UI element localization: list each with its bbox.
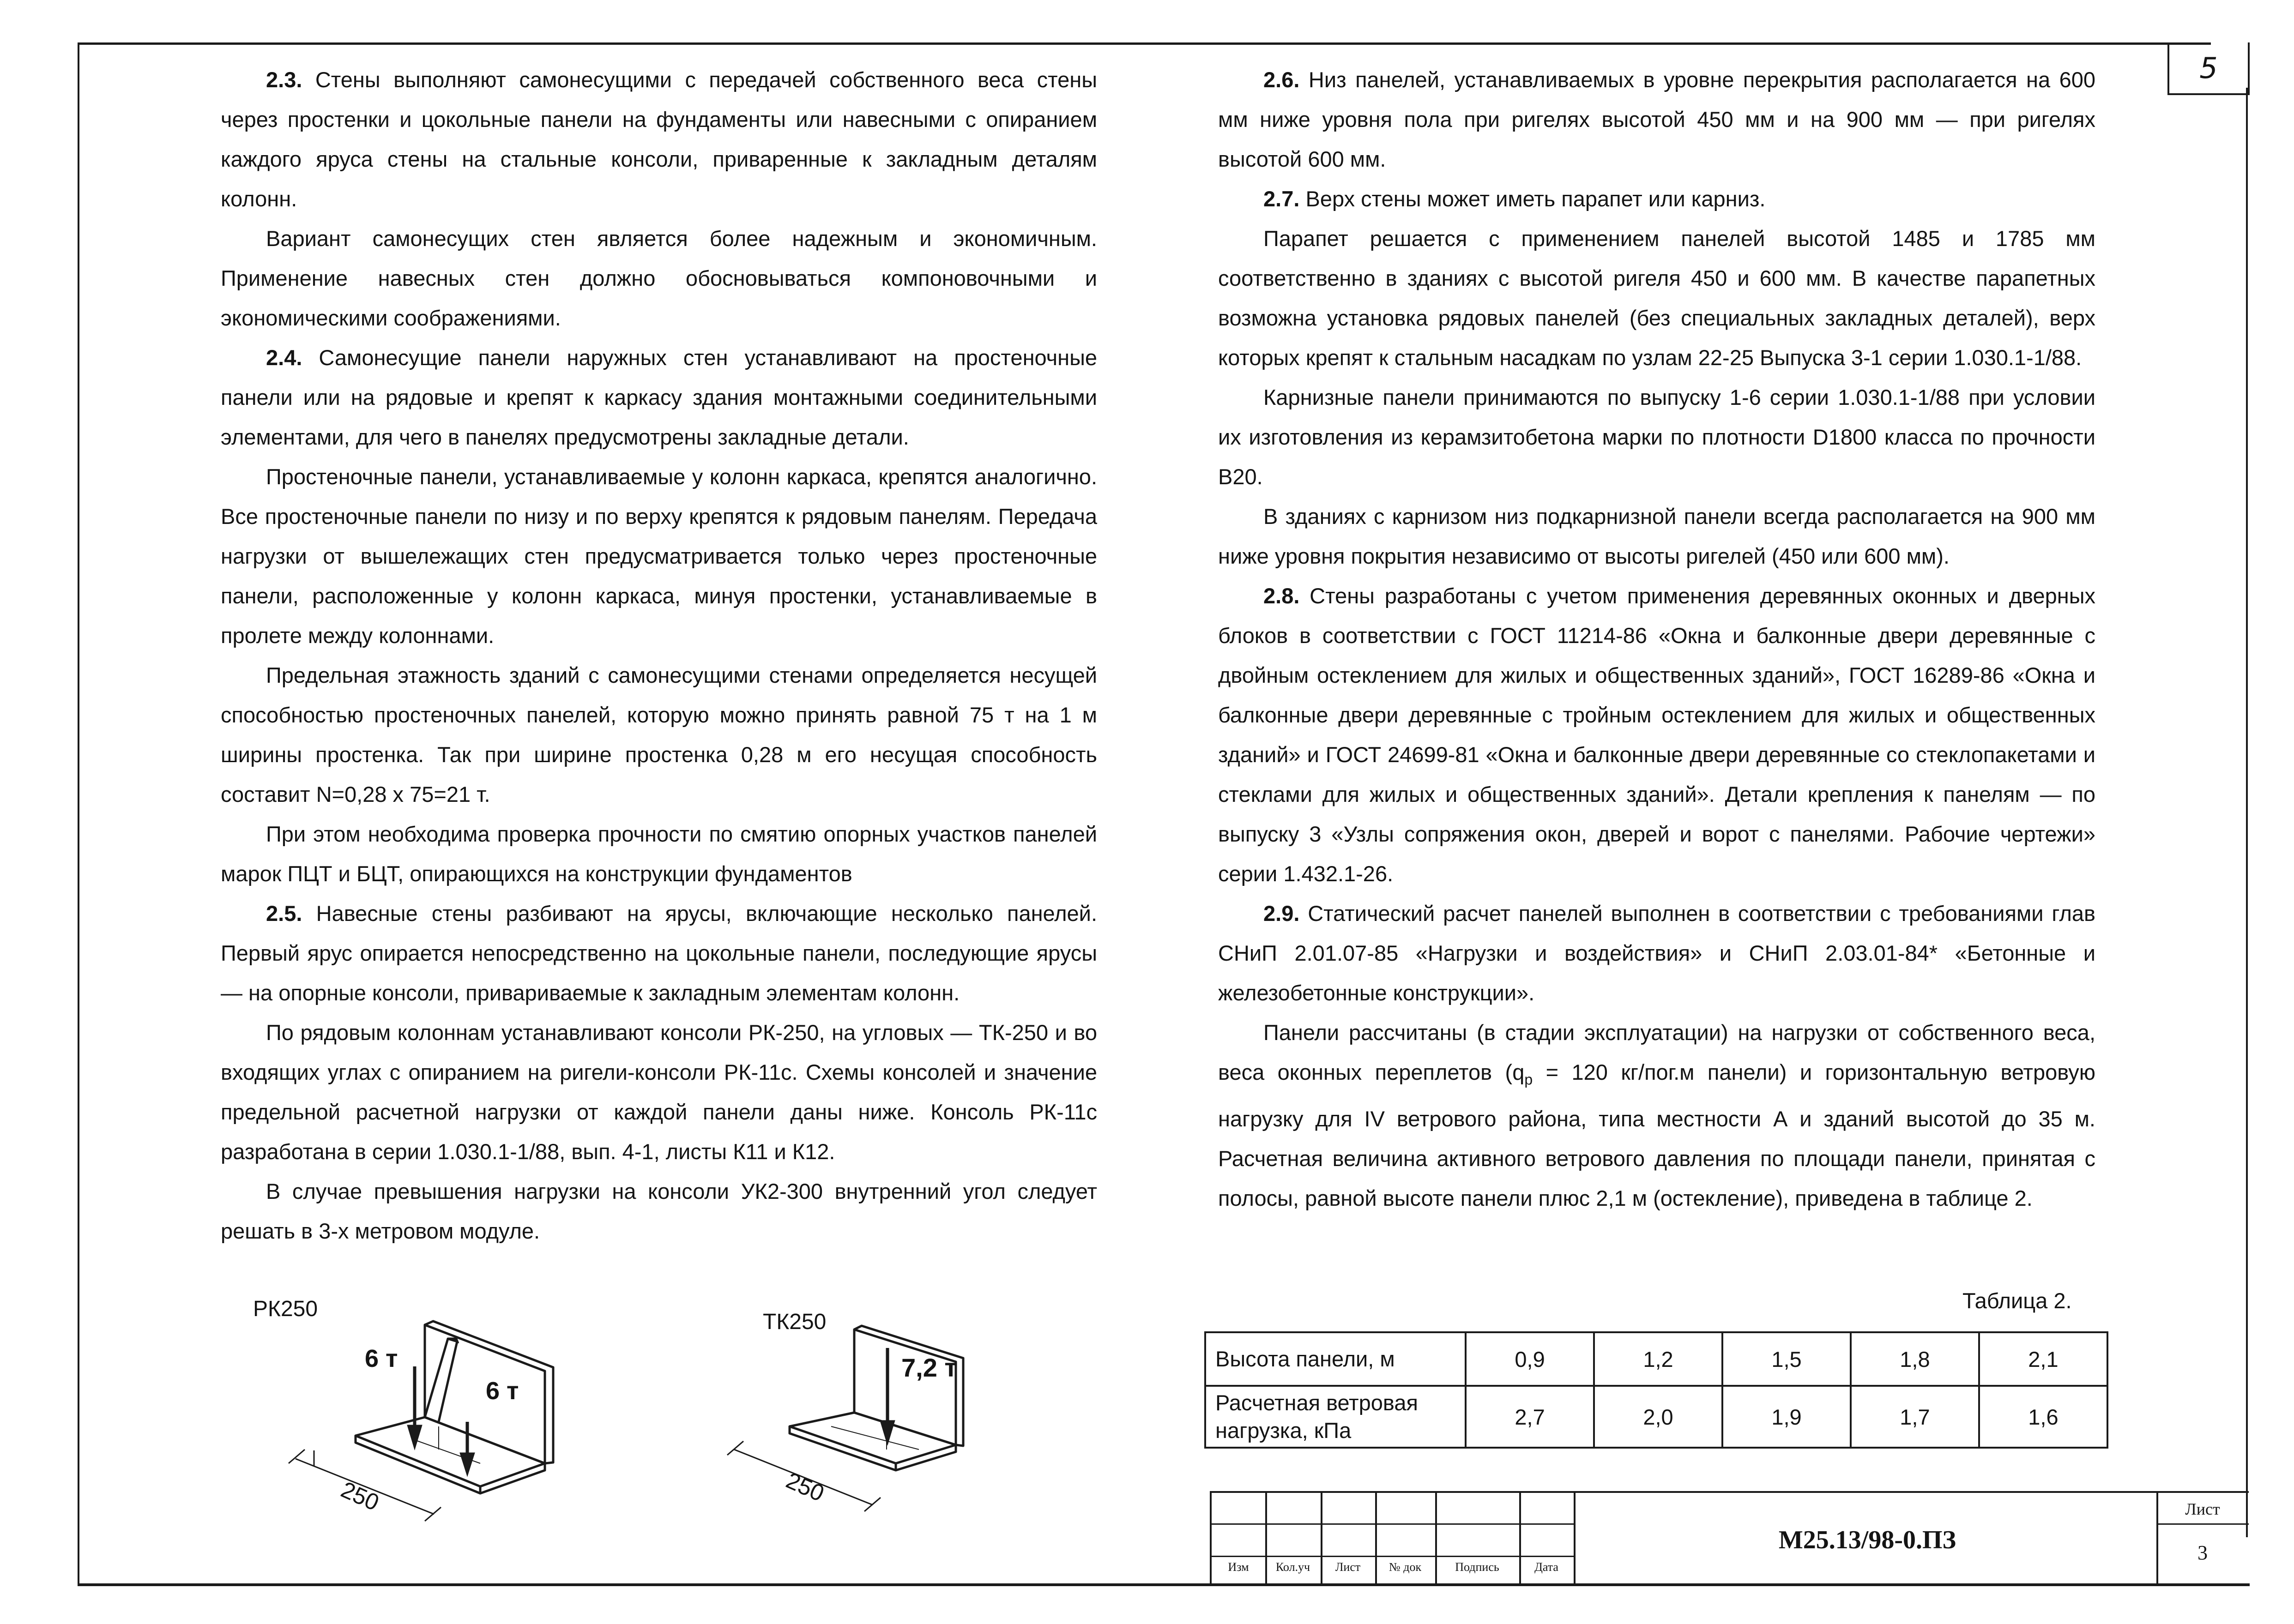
grid-line — [1212, 1556, 1574, 1557]
frame-right-line — [2246, 88, 2248, 1537]
table-cell: 1,7 — [1851, 1386, 1979, 1448]
table-cell: 2,1 — [1979, 1332, 2107, 1386]
table-row — [1205, 1386, 2107, 1448]
grid-line — [1212, 1523, 1574, 1525]
paragraph: В зданиях с карнизом низ подкарнизной панели всегда располагается на 900 мм ниже уровня покрытия независимо от высоты ригелей (450 или 600 мм). — [1218, 504, 2095, 568]
sheet-number: 3 — [2197, 1541, 2208, 1564]
tb-col-kolvo: Кол.уч — [1275, 1560, 1310, 1574]
tb-col-date: Дата — [1534, 1560, 1558, 1574]
table-row-header: Высота панели, м — [1205, 1332, 1466, 1386]
paragraph: При этом необходима проверка прочности по смятию опорных участков панелей марок ПЦТ и БЦТ, опирающихся на конструкции фундаментов — [221, 822, 1097, 886]
tk250-title: ТК250 — [763, 1310, 827, 1334]
table-cell: 2,0 — [1594, 1386, 1722, 1448]
frame-top-line — [78, 42, 2211, 45]
table-cell: 1,2 — [1594, 1332, 1722, 1386]
table-row-header: Расчетная ветровая нагрузка, кПа — [1205, 1386, 1466, 1448]
tk250-console-drawing — [720, 1311, 1016, 1523]
paragraph: По рядовым колоннам устанавливают консоли РК-250, на угловых — ТК-250 и во входящих углах с опиранием на ригели-консоли РК-11с. Схемы консолей и значение предельной расчетной нагрузки от каждой панели даны ниже. Консоль РК-11с разработана в серии 1.030.1-1/88, вып. 4-1, листы К11 и К12. — [221, 1020, 1097, 1164]
rk250-title: РК250 — [253, 1297, 318, 1321]
paragraph: 2.8. Стены разработаны с учетом применения деревянных оконных и дверных блоков в соответствии с ГОСТ 11214-86 «Окна и балконные двери деревянные с двойным остеклением для жилых и общественных зданий», ГОСТ 16289-86 «Окна и балконные двери деревянные с тройным остеклением для жилых и общественных зданий» и ГОСТ 24699-81 «Окна и балконные двери деревянные со стеклопакетами и стеклами для жилых и общественных зданий». Детали крепления к панелям — по выпуску 3 «Узлы сопряжения окон, дверей и ворот с панелями. Рабочие чертежи» серии 1.432.1-26. — [1218, 583, 2095, 886]
table-cell: 0,9 — [1466, 1332, 1594, 1386]
grid-line — [2156, 1523, 2249, 1525]
table-cell: 1,5 — [1722, 1332, 1851, 1386]
table-cell: 2,7 — [1466, 1386, 1594, 1448]
grid-line — [1574, 1493, 1576, 1585]
wind-load-table — [1204, 1331, 2108, 1449]
paragraph: 2.4. Самонесущие панели наружных стен устанавливают на простеночные панели или на рядовые и крепят к каркасу здания монтажными соединительными элементами, для чего в панелях предусмотрены закладные детали. — [221, 345, 1097, 449]
table-row — [1205, 1332, 2107, 1386]
paragraph: Простеночные панели, устанавливаемые у колонн каркаса, крепятся аналогично. Все простеночные панели по низу и по верху крепятся к рядовым панелям. Передача нагрузки от вышележащих стен предусматривается только через простеночные панели, расположенные у колонн каркаса, минуя простенки, устанавливаемые в пролете между колоннами. — [221, 464, 1097, 648]
table-caption: Таблица 2. — [1962, 1288, 2072, 1313]
paragraph: 2.3. Стены выполняют самонесущими с передачей собственного веса стены через простенки и цокольные панели на фундаменты или навесными с опиранием каждого яруса стены на стальные консоли, приваренные к закладным деталям колонн. — [221, 67, 1097, 211]
paragraph: Карнизные панели принимаются по выпуску 1-6 серии 1.030.1-1/88 при условии их изготовления из керамзитобетона марки по плотности D1800 класса по прочности В20. — [1218, 385, 2095, 489]
tk250-dimension: 250 — [782, 1467, 828, 1507]
table-cell: 1,6 — [1979, 1386, 2107, 1448]
page-corner-number: 5 — [2167, 42, 2250, 95]
title-block — [1210, 1491, 2249, 1585]
paragraph: 2.5. Навесные стены разбивают на ярусы, включающие несколько панелей. Первый ярус опирается непосредственно на цокольные панели, последующие ярусы — на опорные консоли, привариваемые к закладным элементам колонн. — [221, 901, 1097, 1005]
paragraph: 2.7. Верх стены может иметь парапет или карниз. — [1263, 186, 1766, 211]
paragraph: В случае превышения нагрузки на консоли УК2-300 внутренний угол следует решать в 3-х метровом модуле. — [221, 1179, 1097, 1243]
rk250-load-a: 6 т — [365, 1345, 398, 1372]
left-text-column — [221, 60, 1097, 1251]
paragraph: Вариант самонесущих стен является более надежным и экономичным. Применение навесных стен должно обосновываться компоновочными и экономическими соображениями. — [221, 226, 1097, 330]
paragraph: 2.6. Низ панелей, устанавливаемых в уровне перекрытия располагается на 600 мм ниже уровня пола при ригелях высотой 450 мм и на 900 мм — при ригелях высотой 600 мм. — [1218, 67, 2095, 171]
sheet-label: Лист — [2185, 1500, 2220, 1518]
rk250-dimension: 250 — [337, 1476, 383, 1516]
table-cell: 1,8 — [1851, 1332, 1979, 1386]
tb-col-doc: № док — [1388, 1560, 1422, 1574]
rk250-load-b: 6 т — [486, 1377, 519, 1405]
paragraph: 2.9. Статический расчет панелей выполнен в соответствии с требованиями глав СНиП 2.01.07-85 «Нагрузки и воздействия» и СНиП 2.03.01-84* «Бетонные и железобетонные конструкции». — [1218, 901, 2095, 1005]
tb-col-list: Лист — [1335, 1560, 1361, 1574]
document-code: М25.13/98-0.ПЗ — [1778, 1526, 1956, 1554]
tk250-load: 7,2 т — [901, 1353, 957, 1382]
tb-col-signature: Подпись — [1455, 1560, 1499, 1574]
tb-col-izm: Изм — [1228, 1560, 1249, 1574]
right-text-column — [1218, 60, 2095, 1218]
paragraph: Парапет решается с применением панелей высотой 1485 и 1785 мм соответственно в зданиях с высотой ригеля 450 и 600 мм. В качестве парапетных возможна установка рядовых панелей (без специальных закладных деталей), верх которых крепят к стальным насадкам по узлам 22-25 Выпуска 3-1 серии 1.030.1-1/88. — [1218, 226, 2095, 370]
paragraph: Предельная этажность зданий с самонесущими стенами определяется несущей способностью простеночных панелей, которую можно принять равной 75 т на 1 м ширины простенка. Так при ширине простенка 0,28 м его несущая способность составит N=0,28 x 75=21 т. — [221, 663, 1097, 806]
paragraph: Панели рассчитаны (в стадии эксплуатации) на нагрузки от собственного веса, веса оконных переплетов ($q_р = 120$ кг/пог.м панели) и горизонтальную ветровую нагрузку для IV ветрового района, типа местности А и зданий высотой до 35 м. Расчетная величина активного ветрового давления по площади панели, принятая с полосы, равной высоте панели плюс 2,1 м (остекление), приведена в таблице 2. — [1218, 1020, 2095, 1211]
table-cell: 1,9 — [1722, 1386, 1851, 1448]
rk250-console-drawing — [286, 1311, 610, 1533]
